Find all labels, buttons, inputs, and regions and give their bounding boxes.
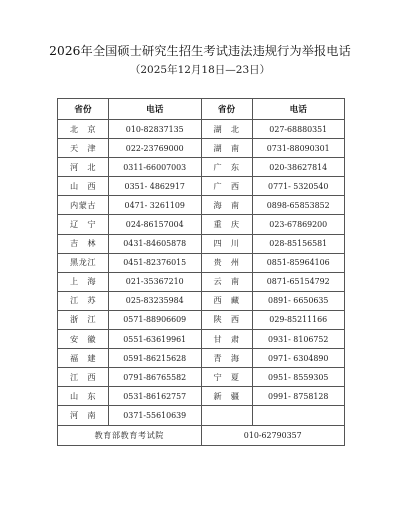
phone-cell-right: 0891- 6650635 <box>252 291 345 310</box>
phone-cell-right: 0991- 8758128 <box>252 387 345 406</box>
province-cell-right: 贵 州 <box>201 253 252 272</box>
phone-cell-left: 0451-82376015 <box>109 253 202 272</box>
table-row <box>58 158 345 177</box>
province-cell-right: 湖 南 <box>201 139 252 158</box>
province-cell-left: 北 京 <box>58 120 109 139</box>
table-row <box>58 349 345 368</box>
table-row <box>58 310 345 329</box>
table-row <box>58 387 345 406</box>
table-footer-row <box>58 425 345 445</box>
phone-cell-right: 0971- 6304890 <box>252 349 345 368</box>
province-cell-right: 广 西 <box>201 177 252 196</box>
phone-cell-right <box>252 406 345 425</box>
header-province-right: 省份 <box>201 99 252 120</box>
phone-cell-right: 0851-85964106 <box>252 253 345 272</box>
province-cell-left: 山 西 <box>58 177 109 196</box>
phone-cell-right: 0871-65154792 <box>252 272 345 291</box>
province-cell-right: 西 藏 <box>201 291 252 310</box>
phone-cell-left: 010-82837135 <box>109 120 202 139</box>
province-cell-right: 广 东 <box>201 158 252 177</box>
province-cell-right: 云 南 <box>201 272 252 291</box>
phone-cell-left: 022-23769000 <box>109 139 202 158</box>
table-row <box>58 196 345 215</box>
phone-cell-left: 0571-88906609 <box>109 310 202 329</box>
phone-cell-left: 0351- 4862917 <box>109 177 202 196</box>
document-date-range: （2025年12月18日—23日） <box>129 64 271 76</box>
phone-cell-left: 0551-63619961 <box>109 330 202 349</box>
table-header-row <box>58 99 345 120</box>
phone-cell-right: 028-85156581 <box>252 234 345 253</box>
phone-cell-left: 0531-86162757 <box>109 387 202 406</box>
table-row <box>58 406 345 425</box>
hotline-table <box>57 98 345 446</box>
province-cell-right: 青 海 <box>201 349 252 368</box>
province-cell-right: 宁 夏 <box>201 368 252 387</box>
phone-cell-left: 0471- 3261109 <box>109 196 202 215</box>
phone-cell-left: 025-83235984 <box>109 291 202 310</box>
province-cell-right: 新 疆 <box>201 387 252 406</box>
province-cell-left: 河 北 <box>58 158 109 177</box>
phone-cell-right: 0931- 8106752 <box>252 330 345 349</box>
header-phone-left: 电话 <box>109 99 202 120</box>
phone-cell-left: 024-86157004 <box>109 215 202 234</box>
phone-cell-right: 027-68880351 <box>252 120 345 139</box>
province-cell-left: 吉 林 <box>58 234 109 253</box>
province-cell-right: 湖 北 <box>201 120 252 139</box>
province-cell-right: 海 南 <box>201 196 252 215</box>
phone-cell-left: 0791-86765582 <box>109 368 202 387</box>
header-phone-right: 电话 <box>252 99 345 120</box>
phone-cell-left: 0591-86215628 <box>109 349 202 368</box>
table-row <box>58 139 345 158</box>
phone-cell-left: 0371-55610639 <box>109 406 202 425</box>
phone-cell-right: 0951- 8559305 <box>252 368 345 387</box>
phone-cell-right: 029-85211166 <box>252 310 345 329</box>
province-cell-left: 黑龙江 <box>58 253 109 272</box>
phone-cell-right: 020-38627814 <box>252 158 345 177</box>
header-province-left: 省份 <box>58 99 109 120</box>
province-cell-right <box>201 406 252 425</box>
province-cell-left: 福 建 <box>58 349 109 368</box>
phone-cell-right: 023-67869200 <box>252 215 345 234</box>
table-row <box>58 291 345 310</box>
province-cell-left: 上 海 <box>58 272 109 291</box>
footer-organization: 教育部教育考试院 <box>58 425 202 445</box>
province-cell-left: 山 东 <box>58 387 109 406</box>
province-cell-left: 河 南 <box>58 406 109 425</box>
phone-cell-left: 021-35367210 <box>109 272 202 291</box>
footer-phone: 010-62790357 <box>201 425 345 445</box>
phone-cell-right: 0898-65853852 <box>252 196 345 215</box>
table-row <box>58 330 345 349</box>
province-cell-right: 陕 西 <box>201 310 252 329</box>
table-row <box>58 177 345 196</box>
province-cell-left: 天 津 <box>58 139 109 158</box>
table-row <box>58 215 345 234</box>
province-cell-left: 安 徽 <box>58 330 109 349</box>
phone-cell-right: 0731-88090301 <box>252 139 345 158</box>
table-row <box>58 234 345 253</box>
province-cell-left: 江 苏 <box>58 291 109 310</box>
table-row <box>58 368 345 387</box>
table-row <box>58 253 345 272</box>
province-cell-right: 四 川 <box>201 234 252 253</box>
table-row <box>58 120 345 139</box>
province-cell-right: 甘 肃 <box>201 330 252 349</box>
table-body <box>58 120 345 426</box>
phone-cell-left: 0431-84605878 <box>109 234 202 253</box>
province-cell-left: 辽 宁 <box>58 215 109 234</box>
province-cell-left: 浙 江 <box>58 310 109 329</box>
province-cell-left: 内蒙古 <box>58 196 109 215</box>
phone-cell-left: 0311-66007003 <box>109 158 202 177</box>
table-row <box>58 272 345 291</box>
province-cell-left: 江 西 <box>58 368 109 387</box>
document-title: 2026年全国硕士研究生招生考试违法违规行为举报电话 <box>49 44 351 58</box>
phone-cell-right: 0771- 5320540 <box>252 177 345 196</box>
province-cell-right: 重 庆 <box>201 215 252 234</box>
